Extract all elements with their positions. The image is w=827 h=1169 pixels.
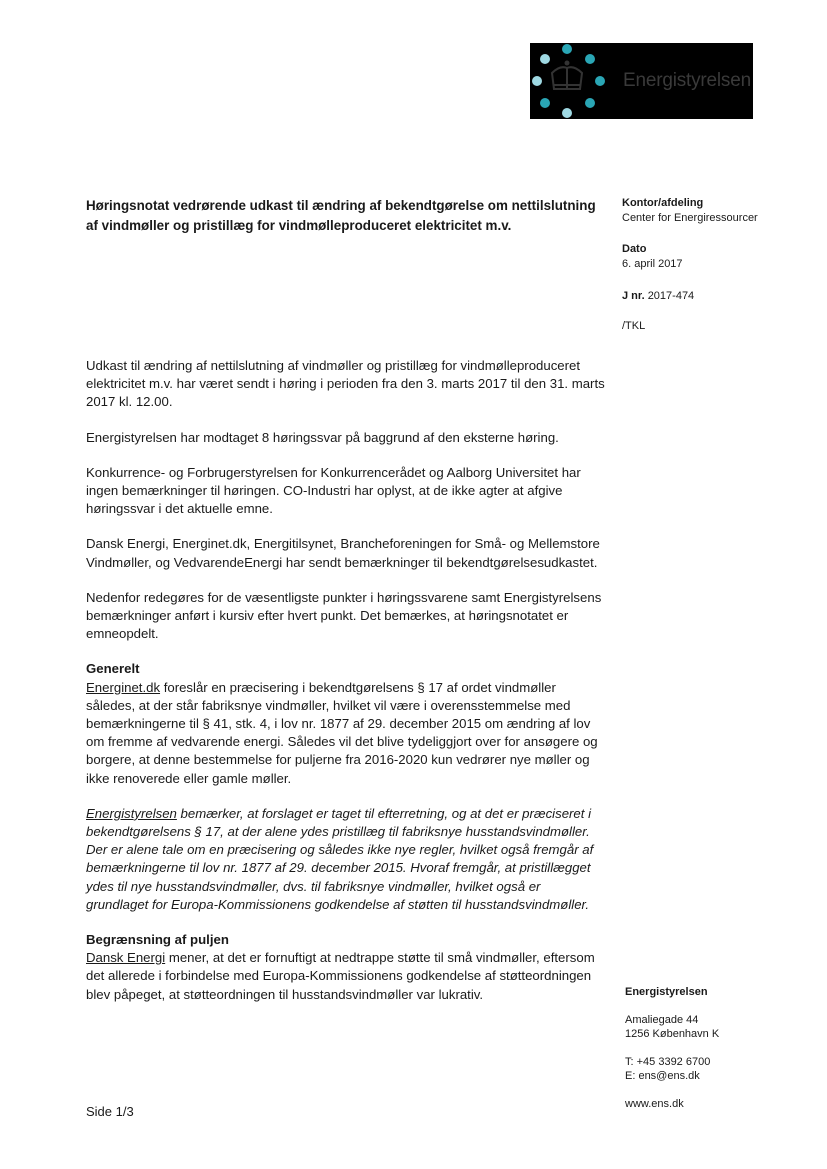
section-comment — [86, 679, 606, 788]
address-web: www.ens.dk — [625, 1097, 684, 1110]
address-city: 1256 København K — [625, 1028, 720, 1040]
initials: /TKL — [622, 320, 646, 332]
comment-text: foreslår en præcisering i bekendtgørelsens § 17 af ordet vindmøller således, at der står fabriksnye vindmøller, hvilket vil være i overensstemmelse med bemærkningerne til § 41, stk. 4, i lov nr. 1877 af 29. december 2015 om ændring af lov om fremme af vedvarende energi. Således vil det blive tydeliggjort over for ansøgere og borgere, at denne bestemmelse for puljerne fra 2016-2020 kun vedrører nye møller og ikke renoverede eller gamle møller. — [86, 679, 598, 786]
section-begraensning — [86, 931, 606, 1004]
section-generelt — [86, 660, 606, 914]
office-value: Center for Energiressourcer — [622, 212, 758, 224]
party-name: Dansk Energi — [86, 950, 166, 966]
office-block — [622, 196, 812, 226]
energistyrelsen-logo — [530, 43, 753, 119]
address-phone: T: +45 3392 6700 — [625, 1055, 711, 1068]
address-street: Amaliegade 44 — [625, 1013, 699, 1026]
jnr-label: J nr. — [622, 290, 645, 302]
jnr-block — [622, 289, 812, 304]
no-remarks-paragraph: Konkurrence- og Forbrugerstyrelsen for Konkurrencerådet og Aalborg Universitet har ingen bemærkninger til høringen. CO-Industri har oplyst, at de ikke agter at afgive høringssvar i det aktuelle emne. — [86, 464, 581, 517]
document-body — [86, 357, 606, 1021]
method-paragraph: Nedenfor redegøres for de væsentligste punkter i høringssvarene samt Energistyrelsens bemærkninger anført i kursiv efter hvert punkt. Det bemærkes, at høringsnotatet er emneopdelt. — [86, 589, 602, 642]
respondents-paragraph: Dansk Energi, Energinet.dk, Energitilsynet, Brancheforeningen for Små- og Mellemstore Vindmøller, og VedvarendeEnergi har sendt bemærkninger til bekendtgørelsesudkastet. — [86, 536, 600, 570]
document-title: Høringsnotat vedrørende udkast til ændring af bekendtgørelse om nettilslutning af vindmøller og pristillæg for vindmølleproduceret elektricitet m.v. — [86, 198, 596, 233]
section-comment — [86, 949, 606, 1004]
address-email: E: ens@ens.dk — [625, 1070, 700, 1082]
date-label: Dato — [622, 243, 647, 255]
response-text: bemærker, at forslaget er taget til efterretning, og at det er præciseret i bekendtgørelsens § 17, at der alene ydes pristillæg til fabriksnye husstandsvindmøller. Der er alene tale om en præcisering og således ikke nye regler, hvilket også fremgår af bemærkningerne til lov nr. 1877 af 29. december 2015. Hvoraf fremgår, at pristillægget ydes til nye husstandsvindmøller, dvs. til fabriksnye vindmøller, hvilket også er grundlaget for Europa-Kommissionens godkendelse af støtten til husstandsvindmøller. — [86, 805, 594, 912]
date-block — [622, 242, 812, 272]
intro-paragraph: Udkast til ændring af nettilslutning af vindmøller og pristillæg for vindmølleproduceret elektricitet m.v. har været sendt i høring i perioden fra den 3. marts 2017 til den 31. marts 2017 kl. 12.00. — [86, 358, 605, 410]
responses-count-paragraph: Energistyrelsen har modtaget 8 høringssvar på baggrund af den eksterne høring. — [86, 429, 559, 445]
response-party-name: Energistyrelsen — [86, 805, 177, 821]
page-number: Side 1/3 — [86, 1104, 134, 1119]
party-name: Energinet.dk — [86, 679, 161, 695]
date-value: 6. april 2017 — [622, 258, 683, 270]
comment-text: mener, at det er fornuftigt at nedtrappe støtte til små vindmøller, eftersom det allerede i forbindelse med Europa-Kommissionens godkendelse af støtteordningen blev påpeget, at støtteordningen til husstandsvindmøller var lukrativ. — [86, 950, 595, 1002]
section-heading: Generelt — [86, 661, 140, 677]
section-heading: Begrænsning af puljen — [86, 932, 229, 948]
address-name: Energistyrelsen — [625, 986, 708, 998]
logo-wordmark: Energistyrelsen — [623, 70, 751, 91]
jnr-value: 2017-474 — [647, 290, 695, 302]
agency-response — [86, 805, 606, 914]
office-label: Kontor/afdeling — [622, 197, 704, 209]
address-block — [625, 985, 815, 1111]
